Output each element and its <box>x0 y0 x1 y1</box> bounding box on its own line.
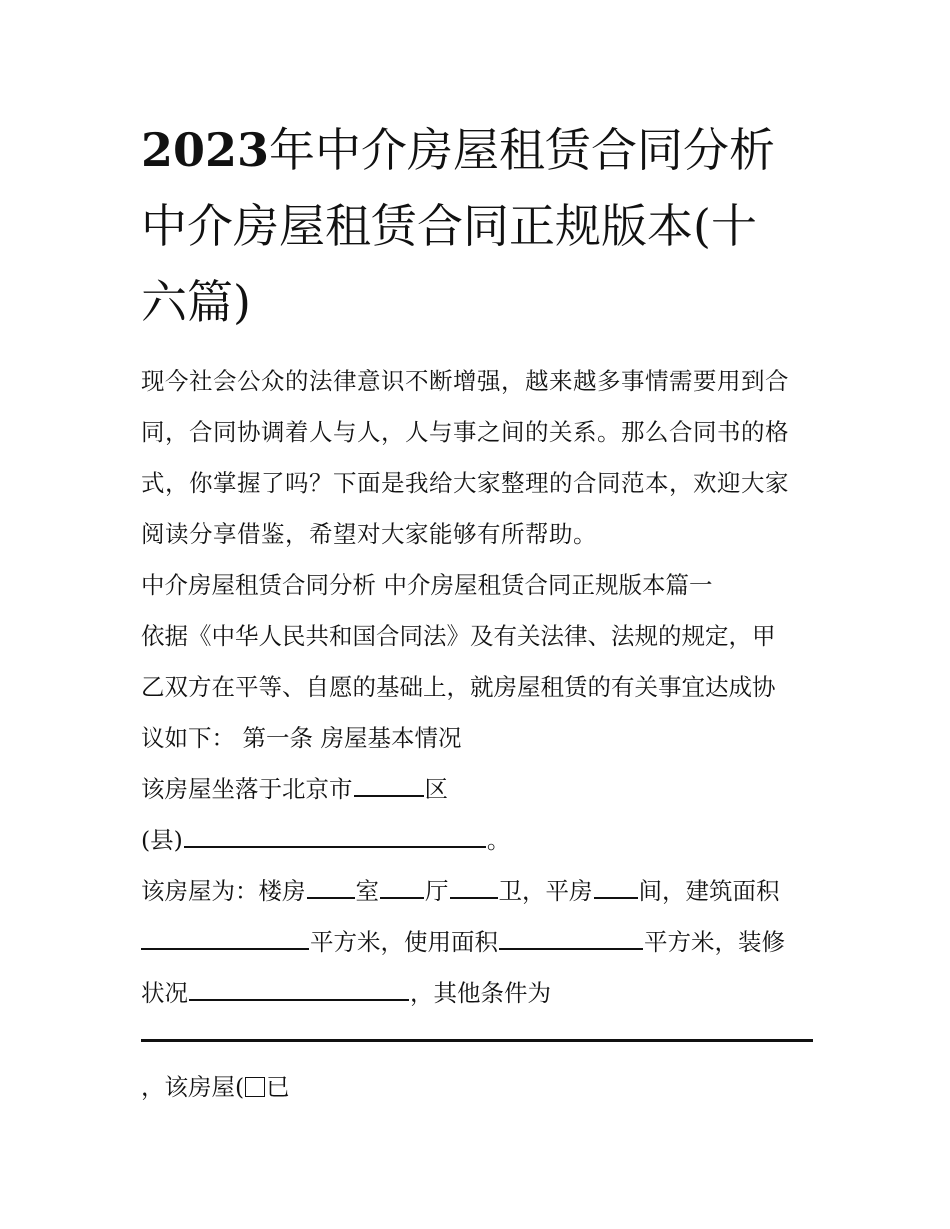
title-line-1: 年中介房屋租赁合同分析 <box>269 123 776 177</box>
location-label: 该房屋坐落于北京市 <box>141 775 353 803</box>
hall-blank <box>380 895 424 899</box>
county-label: (县) <box>141 826 183 854</box>
basis-line: 依据《中华人民共和国合同法》及有关法律、法规的规定，甲 <box>141 622 776 650</box>
intro-line: 同，合同协调着人与人，人与事之间的关系。那么合同书的格 <box>141 418 789 446</box>
status-paragraph <box>141 1062 813 1113</box>
address-blank <box>184 844 486 848</box>
section-heading-text: 中介房屋租赁合同分析 中介房屋租赁合同正规版本篇一 <box>141 571 713 599</box>
hall-unit: 厅 <box>425 877 449 905</box>
basis-line: 乙双方在平等、自愿的基础上，就房屋租赁的有关事宜达成协 <box>141 673 776 701</box>
title-line-3: 六篇) <box>141 275 251 329</box>
document-page <box>141 112 813 1113</box>
title-year: 2023 <box>141 123 270 177</box>
title-line-2: 中介房屋租赁合同正规版本(十 <box>141 199 757 253</box>
basis-paragraph <box>141 611 813 764</box>
intro-line: 阅读分享借鉴，希望对大家能够有所帮助。 <box>141 520 597 548</box>
bath-blank <box>450 895 498 899</box>
room-blank <box>307 895 355 899</box>
decor-blank <box>189 997 409 1001</box>
intro-line: 现今社会公众的法律意识不断增强，越来越多事情需要用到合 <box>141 367 789 395</box>
other-label: ，其他条件为 <box>410 979 551 1007</box>
bungalow-unit: 间，建筑面积 <box>638 877 780 905</box>
intro-line: 式，你掌握了吗？下面是我给大家整理的合同范本，欢迎大家 <box>141 469 789 497</box>
area-unit-2: 平方米，装修 <box>644 928 785 956</box>
decor-label: 状况 <box>141 979 188 1007</box>
status-option: 已 <box>266 1073 290 1101</box>
house-label: 该房屋为：楼房 <box>141 877 306 905</box>
other-conditions-blank <box>141 1039 813 1042</box>
location-paragraph <box>141 764 813 866</box>
district-blank <box>354 793 424 797</box>
usable-area-blank <box>499 946 643 950</box>
intro-paragraph <box>141 356 813 560</box>
bungalow-blank <box>594 895 638 899</box>
bath-unit: 卫，平房 <box>498 877 593 905</box>
area-unit-1: 平方米，使用面积 <box>310 928 498 956</box>
document-title <box>141 112 813 340</box>
basis-line: 议如下： 第一条 房屋基本情况 <box>141 724 462 752</box>
house-paragraph <box>141 866 813 1019</box>
room-unit: 室 <box>355 877 379 905</box>
status-label: ，该房屋( <box>141 1073 245 1101</box>
county-end: 。 <box>486 826 511 854</box>
checkbox-icon <box>245 1077 265 1097</box>
district-label: 区 <box>424 775 448 803</box>
section-heading <box>141 560 813 611</box>
building-area-blank <box>141 946 309 950</box>
